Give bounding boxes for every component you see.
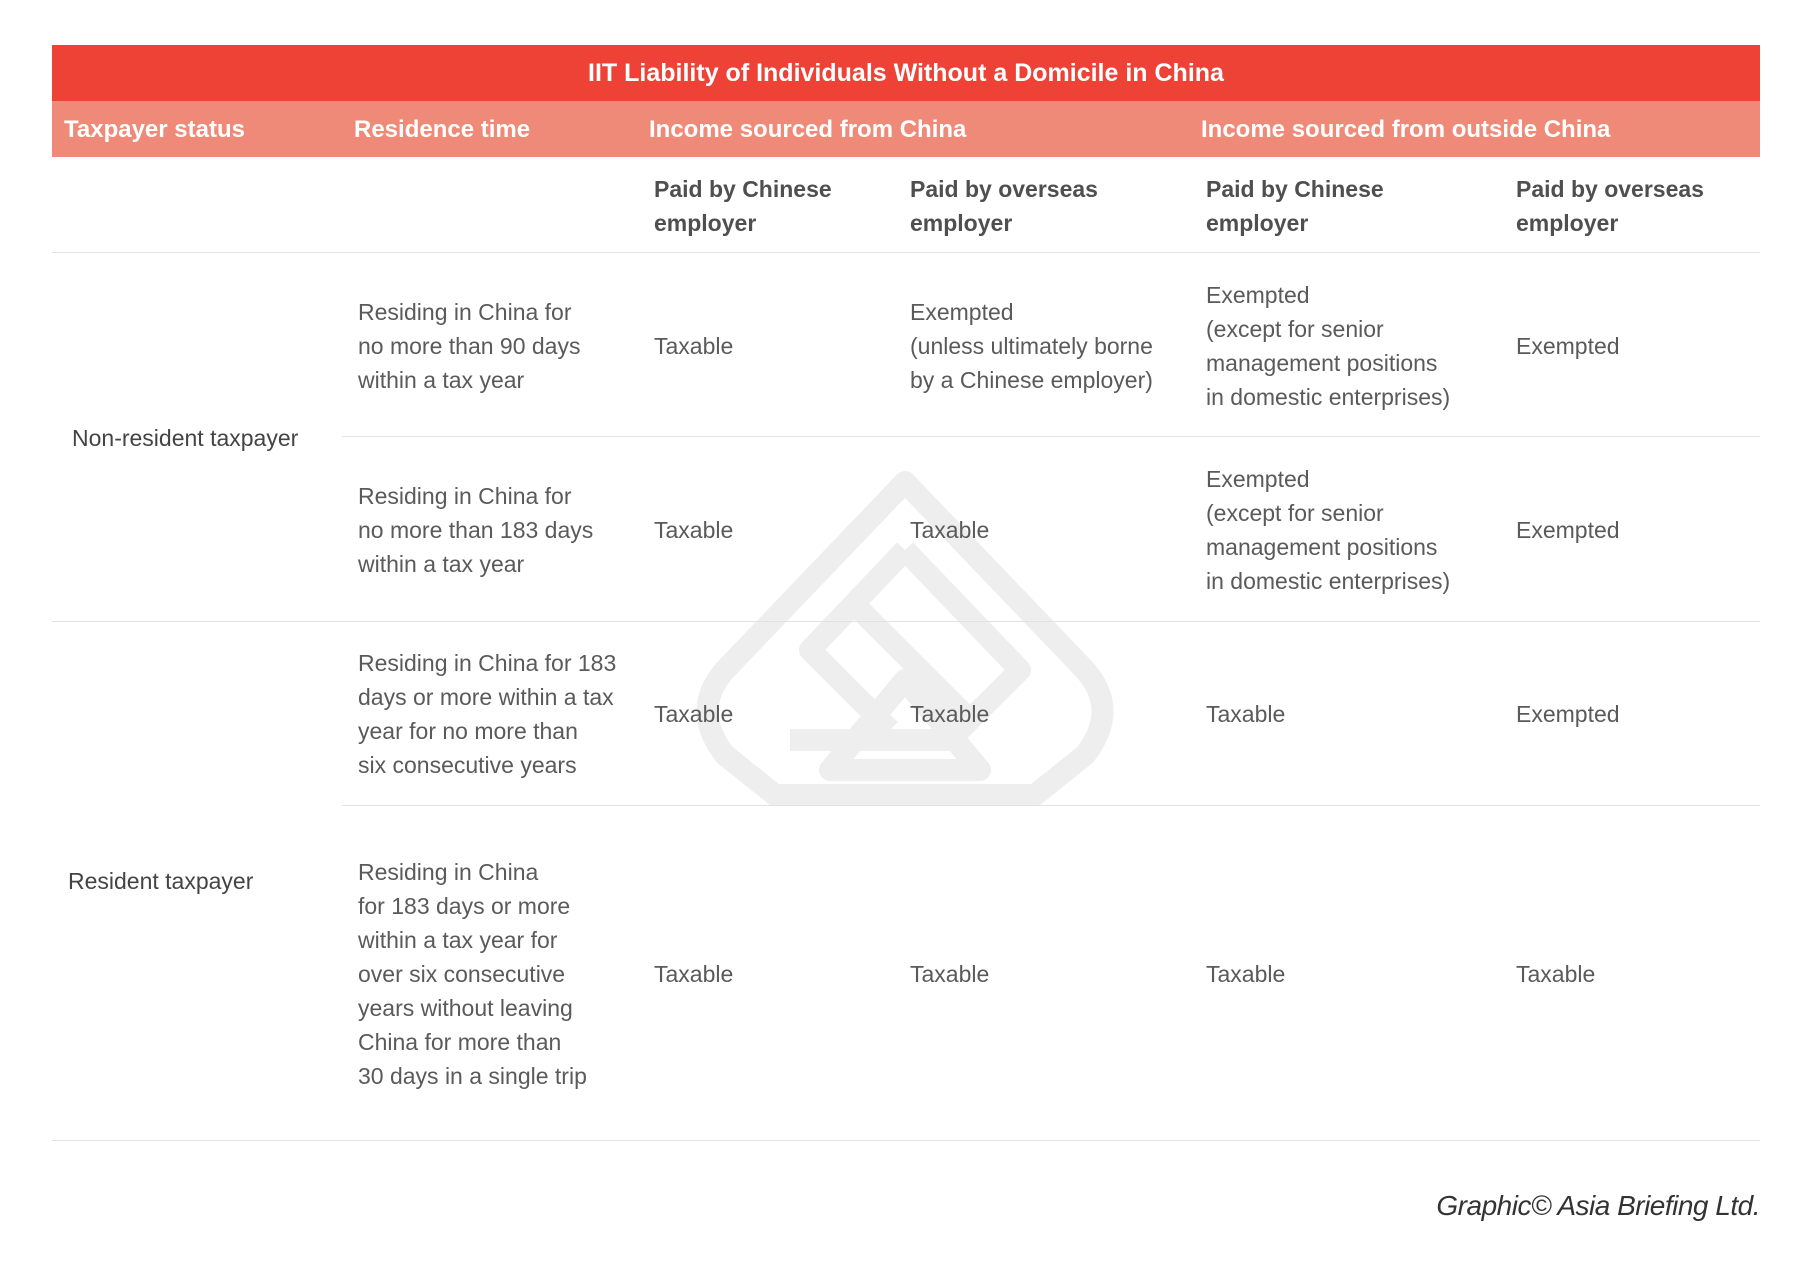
divider [52, 1140, 1760, 1141]
header-taxpayer-status: Taxpayer status [64, 116, 245, 143]
value-cell: Exempted [1516, 517, 1620, 543]
divider [52, 252, 1760, 253]
status-non-resident: Non-resident taxpayer [72, 425, 299, 451]
value-cell: Exempted [1516, 333, 1620, 359]
subheader-outside-chinese-employer: Paid by Chinese employer [1206, 176, 1384, 236]
graphic-credit: Graphic© Asia Briefing Ltd. [1436, 1190, 1760, 1221]
table-title: IIT Liability of Individuals Without a Domicile in China [52, 45, 1760, 101]
residence-time-cell: Residing in China for 183 days or more within a tax year for no more than six consecutive years [358, 650, 617, 778]
subheader-china-overseas-employer: Paid by overseas employer [910, 176, 1098, 236]
value-cell: Taxable [910, 701, 990, 727]
group-header-row [52, 101, 1760, 157]
value-cell: Taxable [1206, 961, 1286, 987]
logo-watermark-icon [690, 470, 1120, 810]
residence-time-cell: Residing in China for no more than 183 days within a tax year [358, 483, 594, 577]
residence-time-cell: Residing in China for 183 days or more within a tax year for over six consecutive years without leaving China for more than 30 days in a single trip [358, 859, 587, 1089]
residence-time-cell: Residing in China for no more than 90 days within a tax year [358, 299, 581, 393]
status-resident: Resident taxpayer [68, 868, 254, 894]
value-cell: Taxable [654, 701, 734, 727]
divider [342, 805, 1760, 806]
value-cell: Taxable [910, 961, 990, 987]
value-cell: Taxable [654, 517, 734, 543]
subheader-china-chinese-employer: Paid by Chinese employer [654, 176, 832, 236]
value-cell: Taxable [654, 961, 734, 987]
value-cell: Taxable [1516, 961, 1596, 987]
value-cell: Exempted [1516, 701, 1620, 727]
value-cell: Exempted (except for senior management positions in domestic enterprises) [1206, 282, 1451, 410]
divider [342, 436, 1760, 437]
value-cell: Taxable [654, 333, 734, 359]
value-cell: Exempted (unless ultimately borne by a Chinese employer) [910, 299, 1153, 393]
header-income-china: Income sourced from China [649, 116, 967, 143]
value-cell: Exempted (except for senior management positions in domestic enterprises) [1206, 466, 1451, 594]
divider [52, 621, 1760, 622]
header-income-outside: Income sourced from outside China [1201, 116, 1611, 143]
header-residence-time: Residence time [354, 116, 531, 143]
value-cell: Taxable [910, 517, 990, 543]
value-cell: Taxable [1206, 701, 1286, 727]
subheader-outside-overseas-employer: Paid by overseas employer [1516, 176, 1704, 236]
